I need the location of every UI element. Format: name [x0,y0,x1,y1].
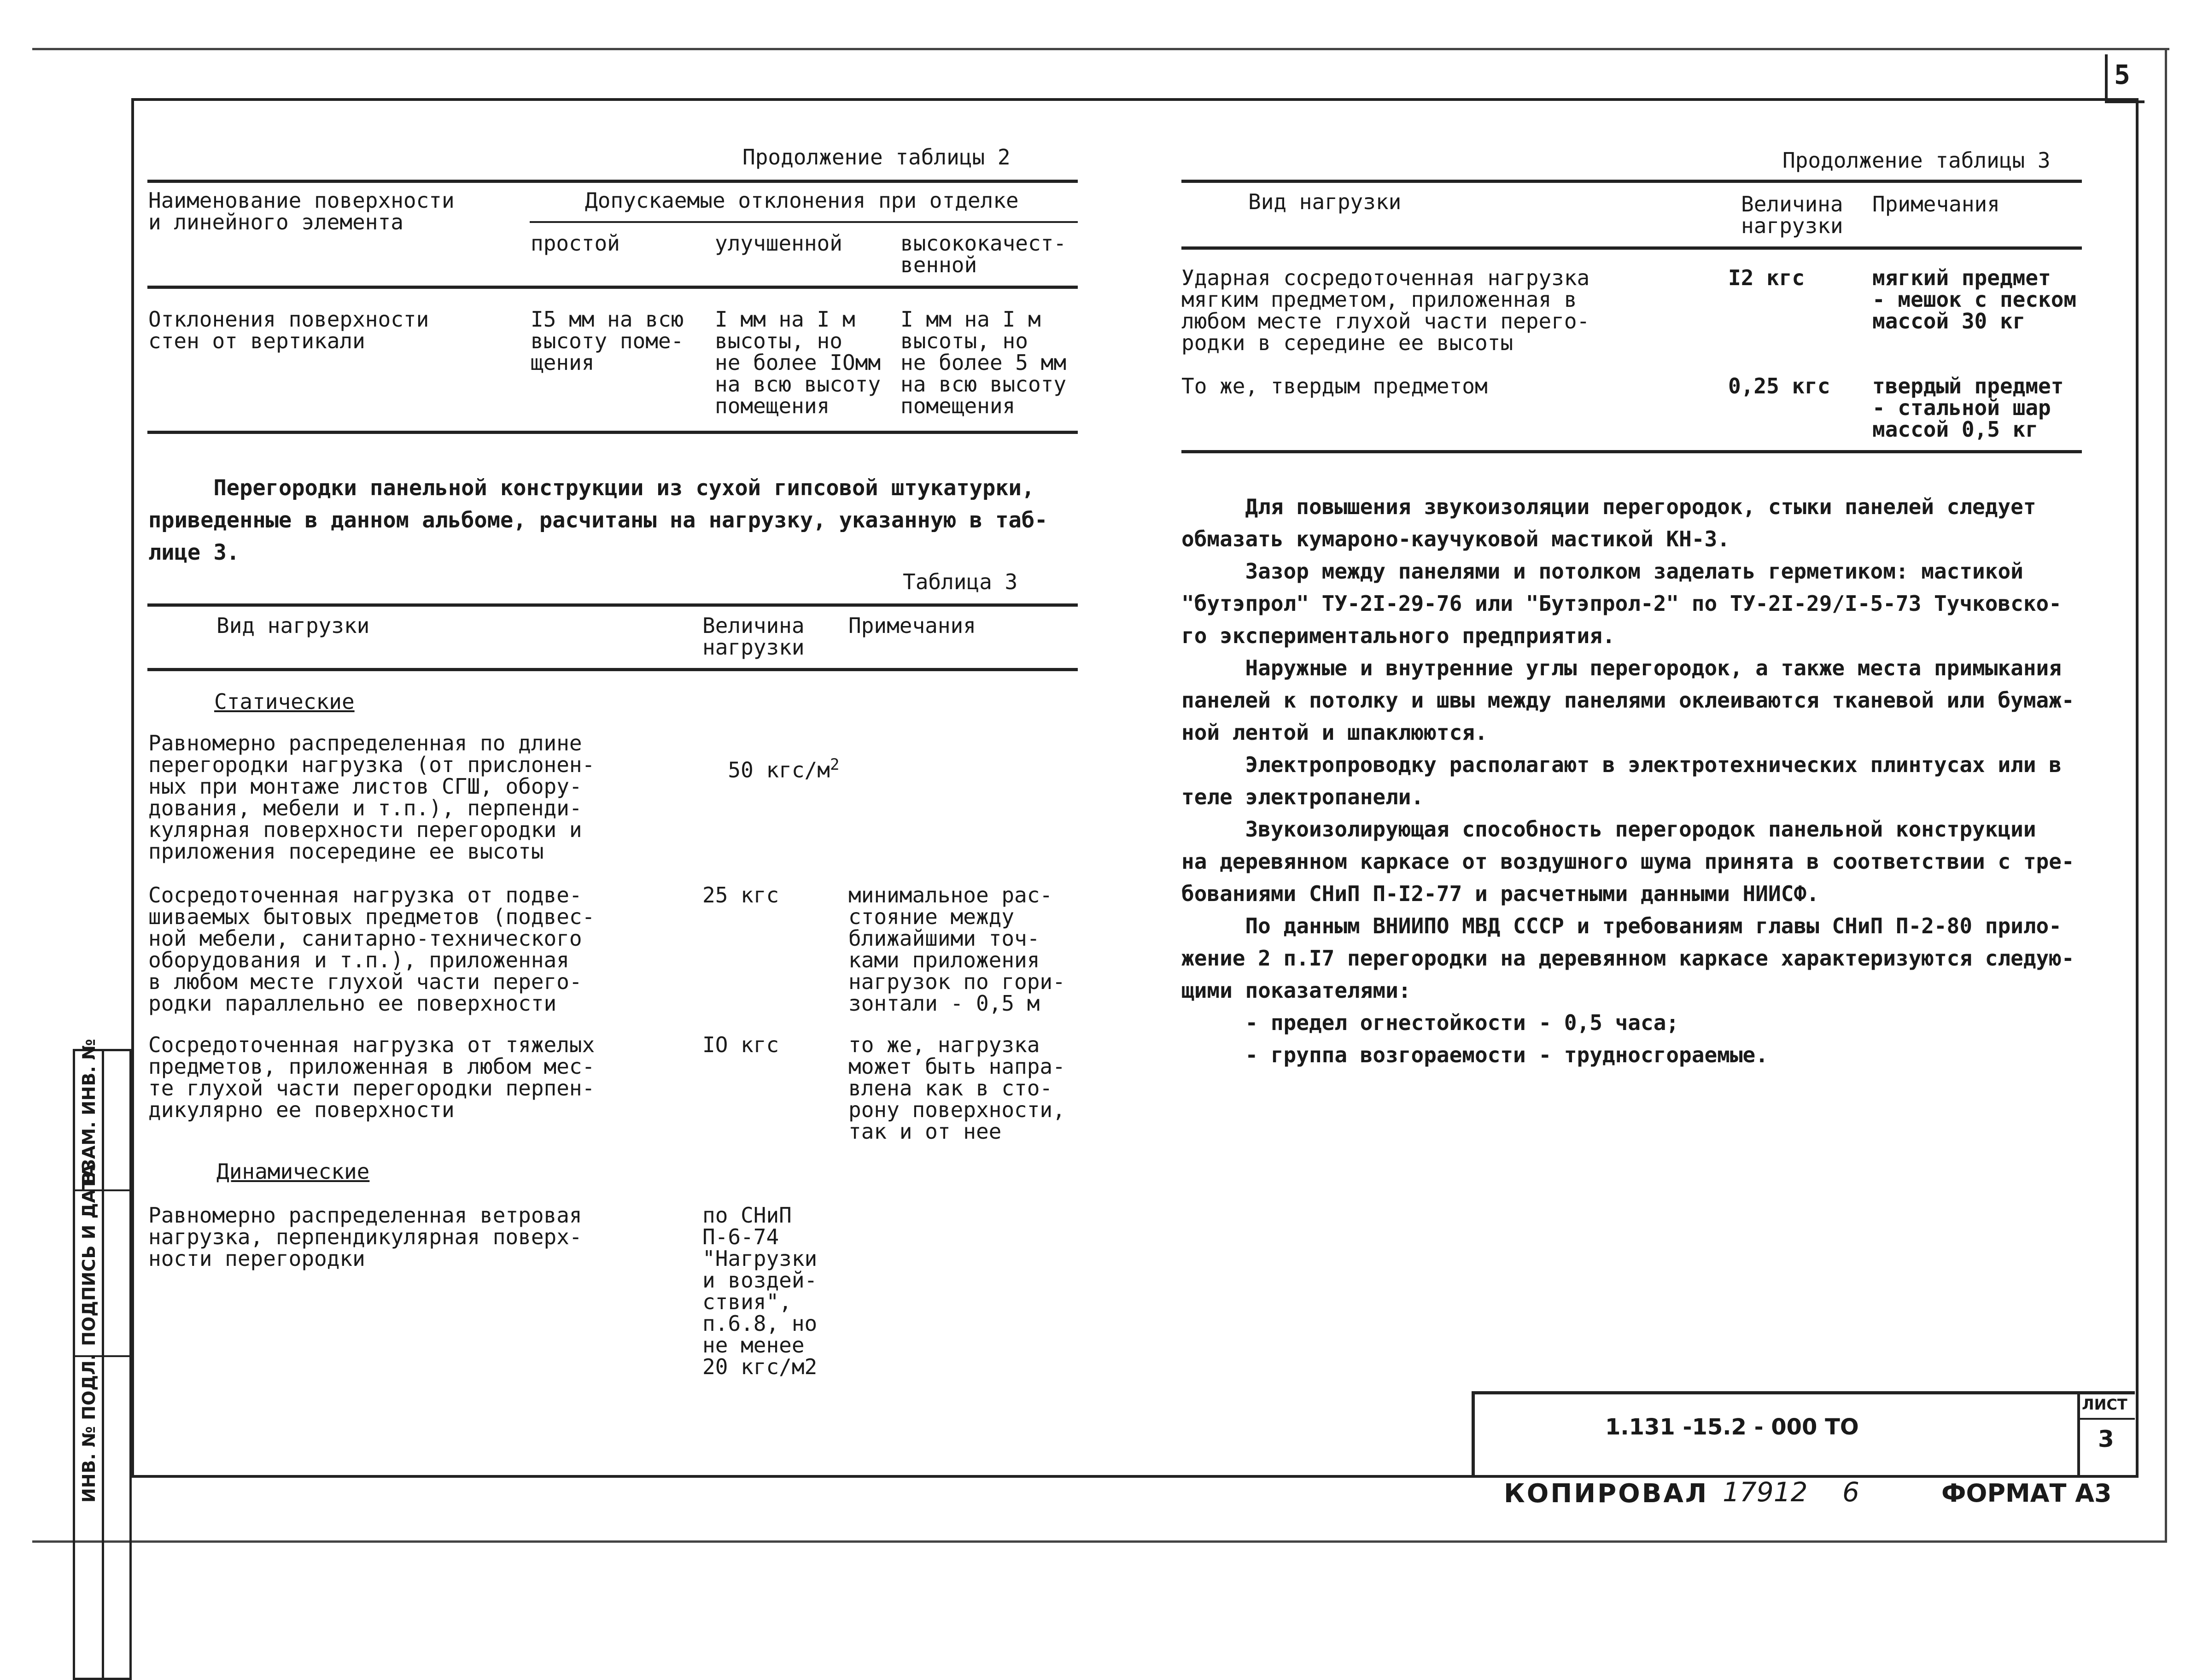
sheet-label: ЛИСТ [2082,1396,2127,1413]
sheet-number: 3 [2098,1426,2114,1452]
table2-row-simple: I5 мм на всю высоту поме- щения [531,307,684,375]
table2-group-rule [530,221,1078,223]
table2-row-name: Отклонения поверхности стен от вертикали [148,307,429,353]
table3c-row-2-value: 0,25 кгс [1728,374,1830,398]
sheet-box-rule [2078,1418,2135,1420]
table3c-bottom-rule [1181,450,2082,453]
table3-header-load: Вид нагрузки [216,613,370,638]
side-label-sign-date: ПОДПИСЬ И ДАТА [79,1164,99,1346]
outer-top-line [32,48,2169,50]
static-row-2-load: Сосредоточенная нагрузка от подве- шиваемых бытовых предметов (подвес- ной мебели, санитарно-технического оборудования и т.п.), приложенная в любом месте глухой части перего- родки параллельно ее поверхности [148,883,595,1016]
partitions-paragraph: Перегородки панельной конструкции из сухой гипсовой штукатурки, приведенные в данном альбоме, расчитаны на нагрузку, указанную в таб- лице 3. [148,475,1048,565]
table2-top-rule [147,180,1078,183]
footer-letter: 6 [1842,1476,1859,1508]
static-row-3-load: Сосредоточенная нагрузка от тяжелых предметов, приложенная в любом мес- те глухой части перегородки перпен- дикулярно ее поверхности [148,1032,595,1122]
title-block-code: 1.131 -15.2 - 000 ТО [1605,1414,1859,1440]
table2-bottom-rule [147,431,1078,434]
static-row-1-value-text: 50 кгс/м [728,757,830,783]
table3c-row-1-value: I2 кгс [1728,265,1805,290]
static-row-2-value: 25 кгс [702,883,779,907]
table3c-header-rule [1181,246,2082,250]
table2-header-simple: простой [531,231,620,256]
dynamic-row-load: Равномерно распределенная ветровая нагрузка, перпендикулярная поверх- ности перегородки [148,1203,582,1271]
table2-header-improved: улучшенной [715,231,842,256]
table3-top-rule [147,603,1078,607]
table2-header-name: Наименование поверхности и линейного элемента [148,188,455,234]
footer-copied: КОПИРОВАЛ [1504,1479,1709,1509]
side-stamp-divider [102,1051,104,1678]
static-row-1-value [702,732,839,781]
outer-bottom-line [32,1540,2167,1543]
static-row-2-note: минимальное рас- стояние между ближайшими точ- ками приложения нагрузок по гори- зонтали - 0,5 м [848,883,1065,1016]
table3c-header-note: Примечания [1872,192,2000,217]
dynamic-row-value: по СНиП П-6-74 "Нагрузки и воздей- ствия", п.6.8, но не менее 20 кгс/м2 [702,1203,818,1379]
section-static-label: Статические [214,689,355,714]
static-row-1-value-sup: 2 [830,755,840,774]
table3-continued-caption: Продолжение таблицы 3 [1782,148,2051,173]
table2-header-group: Допускаемые отклонения при отделке [585,188,1019,213]
table3c-row-2-load: То же, твердым предметом [1181,374,1488,398]
table3-header-rule [147,668,1078,671]
table3c-row-1-note: мягкий предмет - мешок с песком массой 30 кг [1872,265,2077,334]
footer-format: ФОРМАТ А3 [1941,1479,2112,1508]
table3c-row-1-load: Ударная сосредоточенная нагрузка мягким предметом, приложенная в любом месте глухой части перего- родки в середине ее высоты [1181,265,1590,355]
side-label-inv-repl: ВЗАМ. ИНВ. № [79,1039,99,1185]
outer-right-line [2165,48,2167,1543]
table2-row-improved: I мм на I м высоты, но не более IOмм на всю высоту помещения [715,307,881,418]
table3c-header-value: Величина нагрузки [1741,192,1843,238]
side-label-inv-orig: ИНВ. № ПОДЛ. [79,1353,99,1503]
table2-row-high: I мм на I м высоты, но не более 5 мм на всю высоту помещения [900,307,1067,418]
table3-caption: Таблица 3 [903,569,1018,594]
static-row-3-value: IO кгс [702,1032,779,1057]
section-dynamic-label: Динамические [216,1159,370,1184]
table3c-header-load: Вид нагрузки [1248,189,1402,214]
page-number: 5 [2114,59,2130,90]
notes-text: Для повышения звукоизоляции перегородок, стыки панелей следует обмазать кумароно-каучуковой мастикой КН-3. Зазор между панелями и потолком заделать герметиком: мастикой "бутэпрол" ТУ-2I-29-76 или "Бутэпрол-2" по ТУ-2I-29/I-5-73 Тучковско- го экспериментального предприятия. Наружные и внутренние углы перегородок, а также места примыкания панелей к потолку и швы между панелями оклеиваются тканевой или бумаж- ной лентой и шпаклюются. Электропроводку располагают в электротехнических плинтусах или в теле электропанели. Звукоизолирующая способность перегородок панельной конструкции на деревянном каркасе от воздушного шума принята в соответствии с тре- бованиями СНиП П-I2-77 и расчетными данными НИИСФ. По данным ВНИИПО МВД СССР и требованиям главы СНиП П-2-80 прило- жение 2 п.I7 перегородки на деревянном каркасе характеризуются следую- щими показателями: - предел огнестойкости - 0,5 часа; - группа возгораемости - трудносгораемые. [1181,494,2074,1067]
footer-number: 17912 [1723,1476,1808,1508]
table3-header-value: Величина нагрузки [702,613,805,660]
table3c-top-rule [1181,180,2082,183]
table2-header-rule [147,286,1078,289]
side-stamp [73,1039,132,1680]
table3-header-note: Примечания [848,613,976,638]
static-row-3-note: то же, нагрузка может быть напра- влена как в сто- рону поверхности, так и от нее [848,1032,1065,1144]
table3c-row-2-note: твердый предмет - стальной шар массой 0,5 кг [1872,374,2064,442]
table2-header-high: высококачест- венной [900,231,1067,277]
static-row-1-load: Равномерно распределенная по длине перегородки нагрузка (от прислонен- ных при монтаже листов СГШ, обору- дования, мебели и т.п.), перпенди- кулярная поверхности перегородки и приложения посередине ее высоты [148,731,595,864]
table2-caption: Продолжение таблицы 2 [742,145,1011,170]
